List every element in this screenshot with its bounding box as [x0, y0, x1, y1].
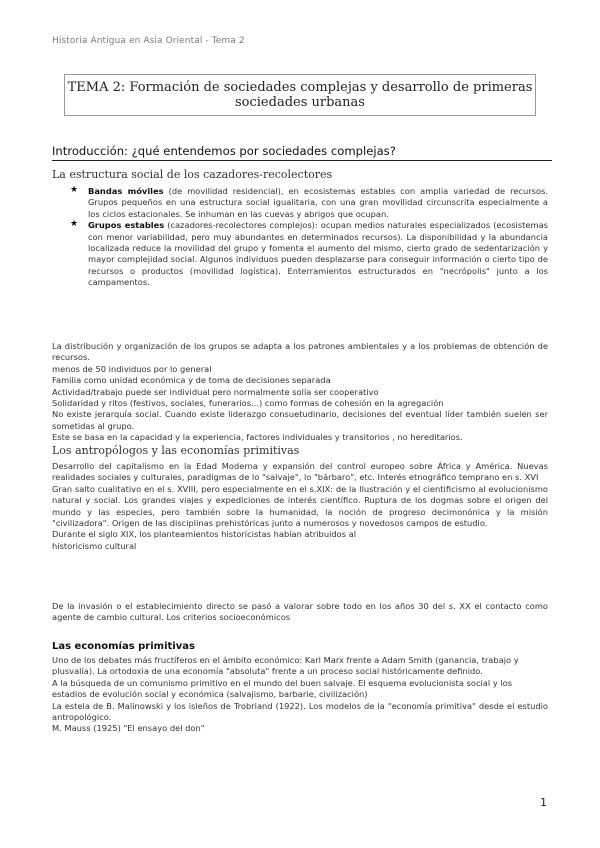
section-heading-primitive-economies: Las economías primitivas — [52, 641, 195, 652]
bullet-term: Bandas móviles — [88, 186, 164, 196]
list-item — [70, 186, 548, 220]
paragraph: No existe jerarquía social. Cuando existe liderazgo consuetudinario, decisiones del eventual líder también suelen ser sometidas al grupo. — [52, 409, 548, 431]
paragraph: Gran salto cualitativo en el s. XVIII, pero especialmente en el s.XIX: de la Ilustración y el cientificismo al evolucionismo natural y social. Los grandes viajes y expediciones de interés científico. Ruptura de los dogmas sobre el origen del mundo y las especies, pero también sobre la humanidad, la noción de progreso decimonónica y la misión "civilizadora". Origen de las disciplinas prehistóricas junto a numerosos y novedosos campos de estudio. — [52, 483, 548, 529]
section2-paragraphs — [52, 461, 548, 552]
star-bullet-icon: ★ — [70, 219, 79, 230]
paragraph: Familia como unidad económica y de toma de decisiones separada — [52, 375, 331, 386]
document-title-line-2: sociedades urbanas — [235, 95, 365, 110]
paragraph: De la invasión o el establecimiento directo se pasó a valorar sobre todo en los años 30 del s. XX el contacto como agente de cambio cultural. Los criterios socioeconómicos — [52, 601, 548, 623]
paragraph: M. Mauss (1925) "El ensayo del don" — [52, 723, 205, 734]
section2-closing-paragraph — [52, 601, 548, 624]
paragraph: Desarrollo del capitalismo en la Edad Moderna y expansión del control europeo sobre África y América. Nuevas realidades sociales y culturales, paradigmas de lo "salvaje", lo "bárbaro", etc. Interés etnográfico temprano en s. XVI — [52, 461, 548, 483]
paragraph: La distribución y organización de los grupos se adapta a los patrones ambientales y a los problemas de obtención de recursos. — [52, 341, 548, 363]
page-header: Historia Antigua en Asia Oriental - Tema 2 — [52, 36, 245, 46]
section1-paragraphs — [52, 341, 548, 444]
section-heading-anthropologists: Los antropólogos y las economías primitivas — [52, 444, 300, 457]
paragraph: A la búsqueda de un comunismo primitivo en el mundo del buen salvaje. El esquema evolucionista social y los estadios de evolución social y económica (salvajismo, barbarie, civilización) — [52, 677, 513, 700]
section-heading-hunter-gatherers: La estructura social de los cazadores-recolectores — [52, 168, 333, 181]
star-bullet-icon: ★ — [70, 185, 79, 195]
bullet-text: (de movilidad residencial), en ecosistemas estables con amplia variedad de recursos. Grupos pequeños en una estructura social igualitaria, con una gran movilidad circunscrita especialmente a los ciclos estacionales. Se inhuman en las cuevas y abrigos que ocupan. — [88, 186, 549, 219]
intro-heading: Introducción: ¿qué entendemos por sociedades complejas? — [52, 144, 552, 161]
bullet-term: Grupos estables — [88, 220, 165, 231]
document-title-line-1: TEMA 2: Formación de sociedades complejas y desarrollo de primeras — [67, 80, 533, 95]
paragraph: Solidaridad y ritos (festivos, sociales, funerarios...) como formas de cohesión en la agregación — [52, 398, 444, 409]
paragraph: La estela de B. Malinowski y los isleños de Trobriand (1922). Los modelos de la "economía primitiva" desde el estudio antropológico. — [52, 700, 548, 723]
paragraph: historicismo cultural — [52, 540, 137, 551]
bullet-text: (cazadores-recolectores complejos): ocupan medios naturales especializados (ecosistemas con menor variabilidad, pero muy abundantes en determinados recursos). La disponibilidad y la abundancia localizada reduce la movilidad del grupo y fomenta el aumento del mismo, cierto grado de sedentarización y mayor complejidad social. Algunos individuos pueden desplazarse para conseguir información o cierto tipo de recursos o productos (movilidad logística). Enterramientos estructurados en "necrópolis" junto a los campamentos. — [88, 220, 548, 288]
page-number: 1 — [540, 796, 547, 809]
paragraph: Durante el siglo XIX, los planteamientos historicistas habían atribuidos al — [52, 529, 357, 540]
document-title-box — [64, 74, 536, 116]
section3-paragraphs — [52, 655, 548, 735]
bullet-list — [70, 186, 548, 289]
paragraph: Actividad/trabajo puede ser individual pero normalmente solía ser cooperativo — [52, 386, 379, 397]
list-item — [70, 220, 548, 288]
paragraph: menos de 50 individuos por lo general — [52, 363, 212, 374]
paragraph: Este se basa en la capacidad y la experiencia, factores individuales y transitorios , no hereditarios. — [52, 432, 463, 443]
paragraph: Uno de los debates más fructíferos en el ámbito económico: Karl Marx frente a Adam Smith (ganancia, trabajo y plusvalía). La ortodoxia de una economía "absoluta" frente a un proceso social históricamente definido. — [52, 655, 519, 677]
